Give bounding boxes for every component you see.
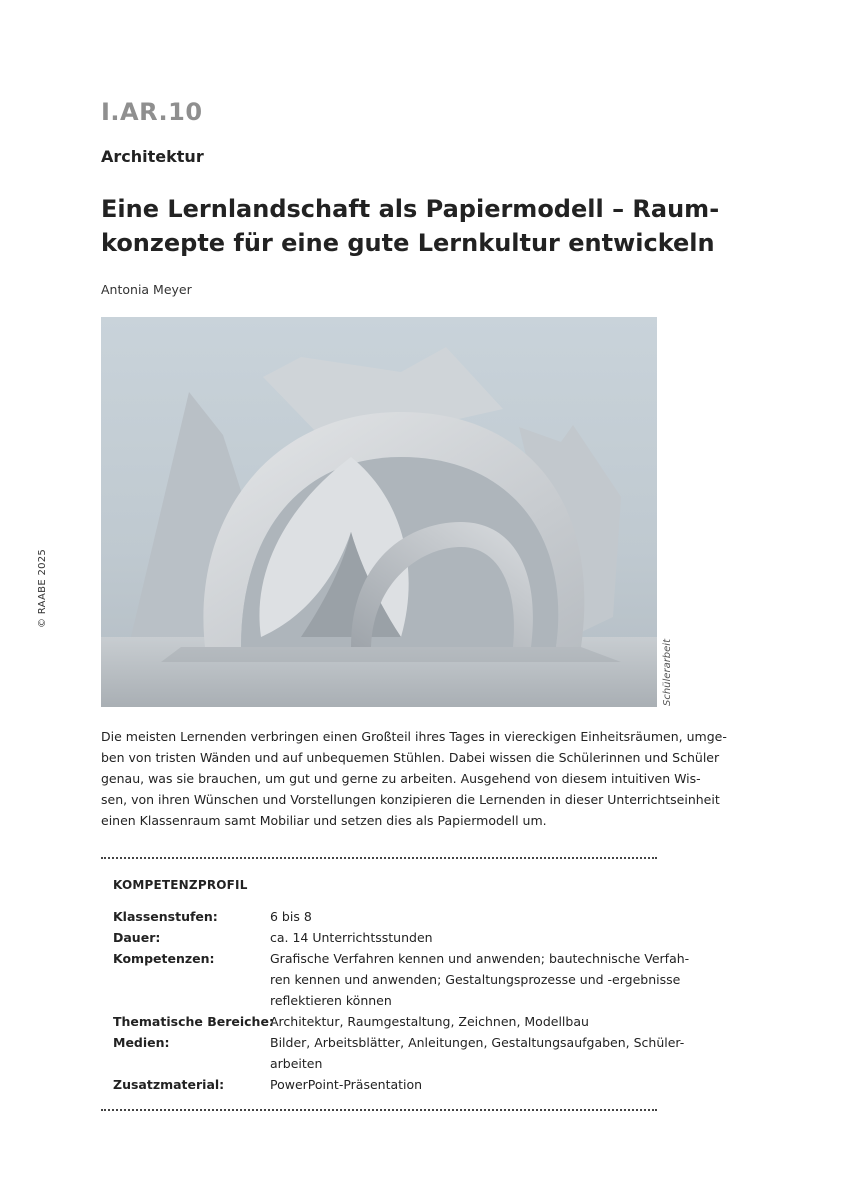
document-title [101, 192, 720, 260]
profile-value-line: Grafische Verfahren kennen und anwenden; bautechnische Verfah- [270, 951, 690, 966]
profile-value-line: ca. 14 Unterrichtsstunden [270, 930, 433, 945]
profile-value [270, 1032, 684, 1074]
profile-label: Thematische Bereiche: [113, 1014, 274, 1029]
profile-value-line: Bilder, Arbeitsblätter, Anleitungen, Gestaltungsaufgaben, Schüler- [270, 1035, 685, 1050]
profile-label: Kompetenzen: [113, 951, 215, 966]
author: Antonia Meyer [101, 282, 192, 297]
profile-value-line: ren kennen und anwenden; Gestaltungsprozesse und -ergebnisse [270, 972, 681, 987]
profile-value [270, 927, 433, 948]
cover-photo [101, 317, 657, 707]
copyright-notice: © RAABE 2025 [37, 548, 48, 628]
subject-label: Architektur [101, 147, 204, 166]
profile-value [270, 1074, 422, 1095]
intro-line: sen, von ihren Wünschen und Vorstellungen konzipieren die Lernenden in dieser Unterrichtseinheit [101, 792, 720, 807]
competence-profile-heading: KOMPETENZPROFIL [113, 878, 248, 892]
document-code: I.AR.10 [101, 98, 203, 126]
profile-value-line: PowerPoint-Präsentation [270, 1077, 423, 1092]
title-line: Eine Lernlandschaft als Papiermodell – Raum- [101, 195, 720, 223]
profile-value [270, 906, 312, 927]
profile-value-line: reflektieren können [270, 993, 392, 1008]
profile-value-line: 6 bis 8 [270, 909, 312, 924]
title-line: konzepte für eine gute Lernkultur entwickeln [101, 229, 715, 257]
profile-label: Zusatzmaterial: [113, 1077, 225, 1092]
divider-bottom [101, 1109, 657, 1111]
profile-label: Medien: [113, 1035, 170, 1050]
intro-line: ben von tristen Wänden und auf unbequemen Stühlen. Dabei wissen die Schülerinnen und Schüler [101, 750, 720, 765]
divider-top [101, 857, 657, 859]
intro-line: Die meisten Lernenden verbringen einen Großteil ihres Tages in viereckigen Einheitsräumen, umge- [101, 729, 727, 744]
image-credit: Schülerarbeit [662, 638, 673, 706]
intro-line: einen Klassenraum samt Mobiliar und setzen dies als Papiermodell um. [101, 813, 547, 828]
profile-value-line: Architektur, Raumgestaltung, Zeichnen, Modellbau [270, 1014, 589, 1029]
intro-line: genau, was sie brauchen, um gut und gerne zu arbeiten. Ausgehend von diesem intuitiven Wis- [101, 771, 701, 786]
profile-value-line: arbeiten [270, 1056, 323, 1071]
profile-value [270, 1011, 589, 1032]
intro-paragraph [101, 726, 727, 831]
profile-value [270, 948, 689, 1011]
profile-label: Klassenstufen: [113, 909, 218, 924]
profile-label: Dauer: [113, 930, 161, 945]
